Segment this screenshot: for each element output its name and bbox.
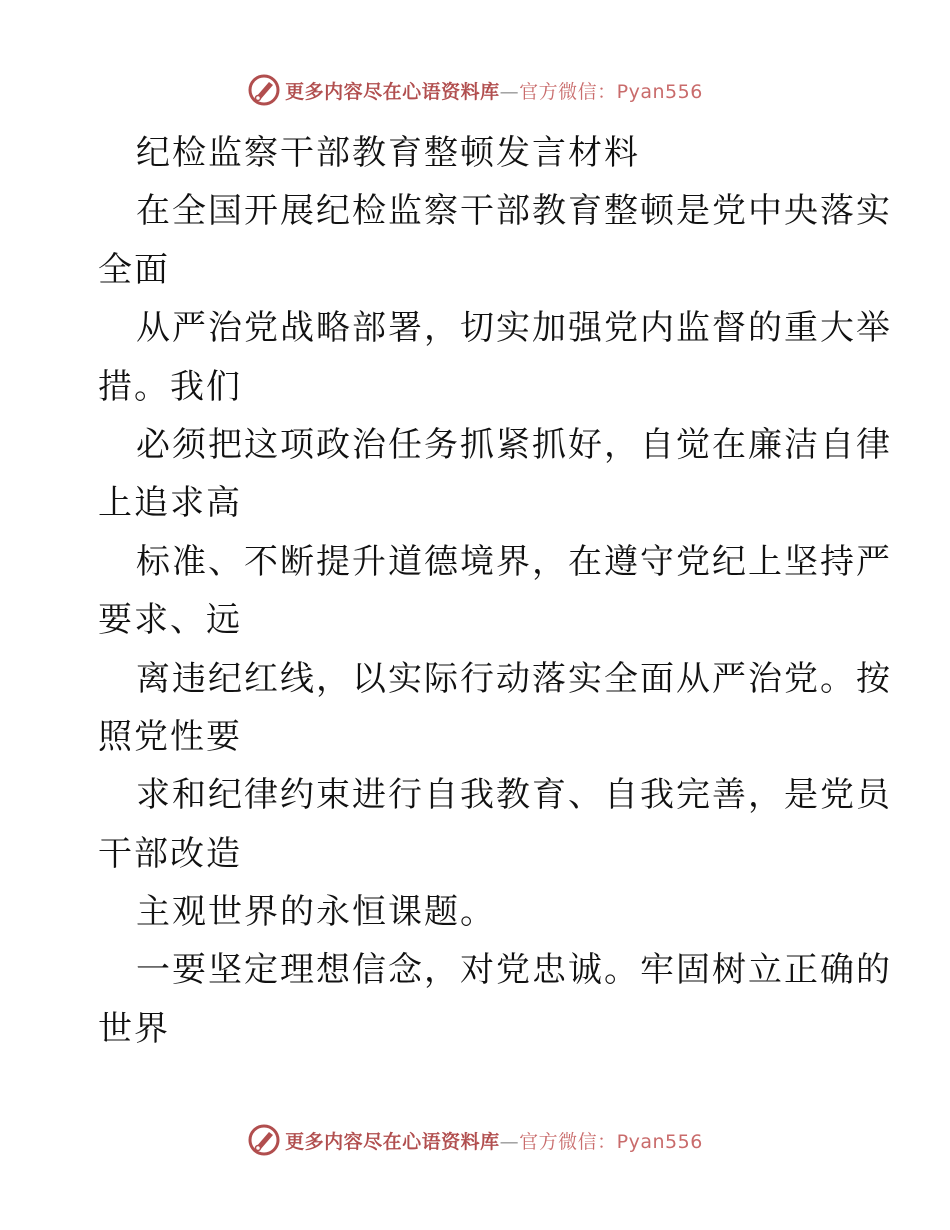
paragraph-line: 世界 [98, 1008, 170, 1049]
pen-seal-logo-icon [247, 73, 281, 107]
paragraph-line: 主观世界的永恒课题。 [136, 892, 496, 933]
header-text: 更多内容尽在心语资料库—官方微信：Pyan556 [285, 80, 703, 103]
document-body [98, 124, 892, 1058]
paragraph-line: 在全国开展纪检监察干部教育整顿是党中央落实 [136, 191, 892, 232]
footer-banner [0, 1120, 950, 1160]
footer-text: 更多内容尽在心语资料库—官方微信：Pyan556 [285, 1130, 703, 1153]
header-banner [0, 70, 950, 110]
document-title: 纪检监察干部教育整顿发言材料 [136, 133, 640, 173]
paragraph-line: 上追求高 [98, 483, 242, 524]
paragraph-line: 措。我们 [98, 366, 242, 407]
pen-seal-logo-icon [247, 1123, 281, 1157]
paragraph-line: 干部改造 [98, 833, 242, 874]
paragraph-line: 照党性要 [98, 716, 242, 757]
paragraph-line: 全面 [98, 249, 170, 290]
paragraph-line: 求和纪律约束进行自我教育、自我完善，是党员 [136, 775, 892, 816]
paragraph-line: 必须把这项政治任务抓紧抓好，自觉在廉洁自律 [136, 424, 892, 465]
paragraph-line: 一要坚定理想信念，对党忠诚。牢固树立正确的 [136, 950, 892, 991]
paragraph-line: 离违纪红线，以实际行动落实全面从严治党。按 [136, 658, 892, 699]
paragraph-line: 标准、不断提升道德境界，在遵守党纪上坚持严 [136, 541, 892, 582]
paragraph-line: 要求、远 [98, 600, 242, 641]
paragraph-line: 从严治党战略部署，切实加强党内监督的重大举 [136, 308, 892, 349]
